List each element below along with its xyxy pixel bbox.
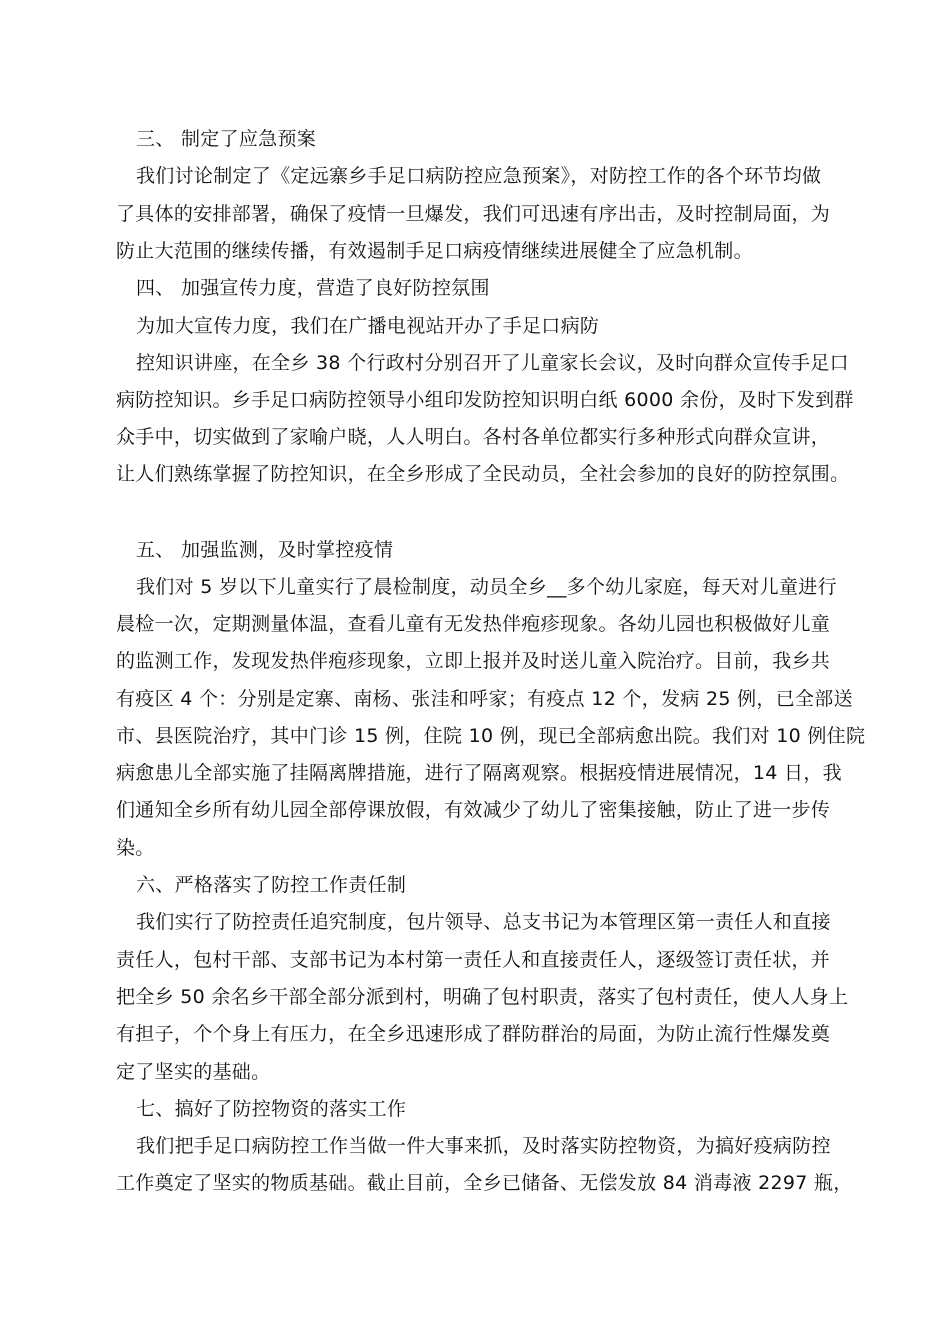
paragraph-line: 我们实行了防控责任追究制度，包片领导、总支书记为本管理区第一责任人和直接	[136, 911, 831, 933]
paragraph-line: 让人们熟练掌握了防控知识，在全乡形成了全民动员，全社会参加的良好的防控氛围。	[116, 463, 850, 485]
paragraph-line: 们通知全乡所有幼儿园全部停课放假，有效减少了幼儿了密集接触，防止了进一步传	[116, 799, 831, 821]
paragraph-line: 工作奠定了坚实的物质基础。截止目前，全乡已储备、无偿发放 84 消毒液 2297 瓶，	[116, 1172, 853, 1194]
paragraph-line: 有疫区 4 个：分别是定寨、南杨、张洼和呼家；有疫点 12 个，发病 25 例，已全部送	[116, 688, 853, 710]
paragraph-line: 控知识讲座，在全乡 38 个行政村分别召开了儿童家长会议，及时向群众宣传手足口	[136, 352, 849, 374]
paragraph-line: 病防控知识。乡手足口病防控领导小组印发防控知识明白纸 6000 余份，及时下发到群	[116, 389, 854, 411]
paragraph-line: 的监测工作，发现发热伴疱疹现象，立即上报并及时送儿童入院治疗。目前，我乡共	[116, 650, 831, 672]
paragraph-line: 我们把手足口病防控工作当做一件大事来抓，及时落实防控物资，为搞好疫病防控	[136, 1135, 831, 1157]
paragraph-line: 我们对 5 岁以下儿童实行了晨检制度，动员全乡__多个幼儿家庭，每天对儿童进行	[136, 576, 837, 598]
paragraph-line: 染。	[116, 837, 155, 859]
paragraph-line: 了具体的安排部署，确保了疫情一旦爆发，我们可迅速有序出击，及时控制局面，为	[116, 203, 831, 225]
section-heading-3: 三、 制定了应急预案	[136, 128, 317, 150]
paragraph-line: 众手中，切实做到了家喻户晓，人人明白。各村各单位都实行多种形式向群众宣讲，	[116, 426, 831, 448]
paragraph-line: 责任人，包村干部、支部书记为本村第一责任人和直接责任人，逐级签订责任状，并	[116, 949, 831, 971]
section-heading-6: 六、严格落实了防控工作责任制	[136, 874, 407, 896]
paragraph-line: 病愈患儿全部实施了挂隔离牌措施，进行了隔离观察。根据疫情进展情况，14 日，我	[116, 762, 842, 784]
paragraph-line: 有担子，个个身上有压力，在全乡迅速形成了群防群治的局面，为防止流行性爆发奠	[116, 1023, 831, 1045]
paragraph-line: 把全乡 50 余名乡干部全部分派到村，明确了包村职责，落实了包村责任，使人人身上	[116, 986, 849, 1008]
paragraph-line: 市、县医院治疗，其中门诊 15 例，住院 10 例，现已全部病愈出院。我们对 10 例住院	[116, 725, 866, 747]
section-heading-7: 七、搞好了防控物资的落实工作	[136, 1098, 407, 1120]
paragraph-line: 定了坚实的基础。	[116, 1061, 271, 1083]
paragraph-line: 晨检一次，定期测量体温，查看儿童有无发热伴疱疹现象。各幼儿园也积极做好儿童	[116, 613, 831, 635]
paragraph-line: 防止大范围的继续传播，有效遏制手足口病疫情继续进展健全了应急机制。	[116, 240, 753, 262]
paragraph-line: 为加大宣传力度，我们在广播电视站开办了手足口病防	[136, 315, 600, 337]
section-heading-5: 五、 加强监测，及时掌控疫情	[136, 539, 394, 561]
section-heading-4: 四、 加强宣传力度，营造了良好防控氛围	[136, 277, 490, 299]
paragraph-line: 我们讨论制定了《定远寨乡手足口病防控应急预案》，对防控工作的各个环节均做	[136, 165, 822, 187]
